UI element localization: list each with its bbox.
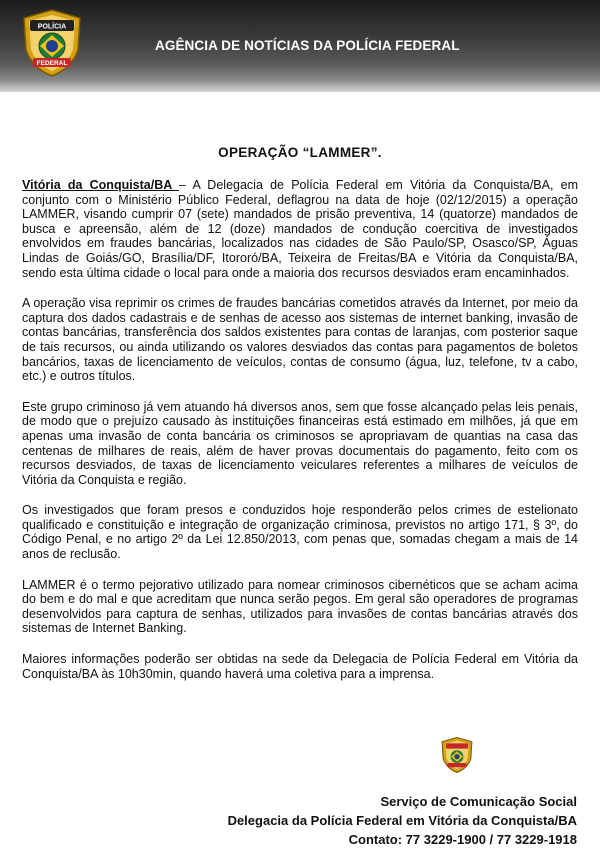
paragraph-5: LAMMER é o termo pejorativo utilizado para nomear criminosos cibernéticos que se acham acima do bem e do mal e que acreditam que nunca serão pegos. Em geral são operadores de programas desenvolvidos para captura de senhas, utilizados para invasões de contas bancárias através dos sistemas de Internet Banking. [22,577,578,636]
header-banner [0,0,600,92]
paragraph-2: A operação visa reprimir os crimes de fraudes bancárias cometidos através da Internet, por meio da captura dos dados cadastrais e de senhas de acesso aos sistemas de internet banking, invasão de contas bancárias, transferência dos saldos existentes para contas de laranjas, com posterior saque de tais recursos, ou ainda utilizando os valores desviados das contas para pagamentos de boletos bancários, taxas de licenciamento de veículos, contas de consumo (água, luz, telefone, tv a cabo, etc.) e outros títulos. [22,296,578,384]
paragraph-3: Este grupo criminoso já vem atuando há diversos anos, sem que fosse alcançado pelas leis penais, de modo que o prejuízo causado às instituições financeiras está estimado em milhões, já que em apenas uma invasão de conta bancária os criminosos se apropriavam de quantias na casa das centenas de milhares de reais, além de haver provas documentais do pagamento, feito com os recursos desviados, de taxas de licenciamento veiculares referentes a milhares de veículos de Vitória da Conquista e região. [22,399,578,487]
document-body [22,178,578,697]
small-federal-police-badge-icon [440,735,474,775]
header-title: AGÊNCIA DE NOTÍCIAS DA POLÍCIA FEDERAL [155,38,460,53]
footer-department: Serviço de Comunicação Social [380,794,577,809]
svg-text:FEDERAL: FEDERAL [36,60,68,67]
document-title: OPERAÇÃO “LAMMER”. [218,145,382,160]
federal-police-badge-icon [20,8,84,78]
paragraph-1 [22,178,578,280]
footer-office: Delegacia da Polícia Federal em Vitória da Conquista/BA [227,813,577,828]
paragraph-1-text: – A Delegacia de Polícia Federal em Vitória da Conquista/BA, em conjunto com o Ministério Público Federal, deflagrou na data de hoje (02/12/2015) a operação LAMMER, visando cumprir 07 (sete) mandados de prisão preventiva, 14 (quatorze) mandados de busca e apreensão, além de 12 (doze) mandados de condução coercitiva de investigados envolvidos em fraudes bancárias, localizados nas cidades de São Paulo/SP, Osasco/SP, Águas Lindas de Goiás/GO, Brasília/DF, Itororó/BA, Teixeira de Freitas/BA e Vitória da Conquista/BA, sendo esta última cidade o local para onde a maioria dos recursos desviados eram encaminhados. [22,178,578,280]
dateline-place: Vitória da Conquista/BA [22,178,180,192]
footer-contact-phones: Contato: 77 3229-1900 / 77 3229-1918 [348,832,577,847]
footer-contact [228,792,577,849]
paragraph-6: Maiores informações poderão ser obtidas na sede da Delegacia de Polícia Federal em Vitória da Conquista/BA às 10h30min, quando haverá uma coletiva para a imprensa. [22,652,578,681]
svg-text:POLÍCIA: POLÍCIA [37,23,67,31]
paragraph-4: Os investigados que foram presos e conduzidos hoje responderão pelos crimes de estelionato qualificado e constituição e integração de organização criminosa, previstos no artigo 171, § 3º, do Código Penal, e no artigo 2º da Lei 12.850/2013, com penas que, somadas chegam a mais de 14 anos de reclusão. [22,503,578,562]
